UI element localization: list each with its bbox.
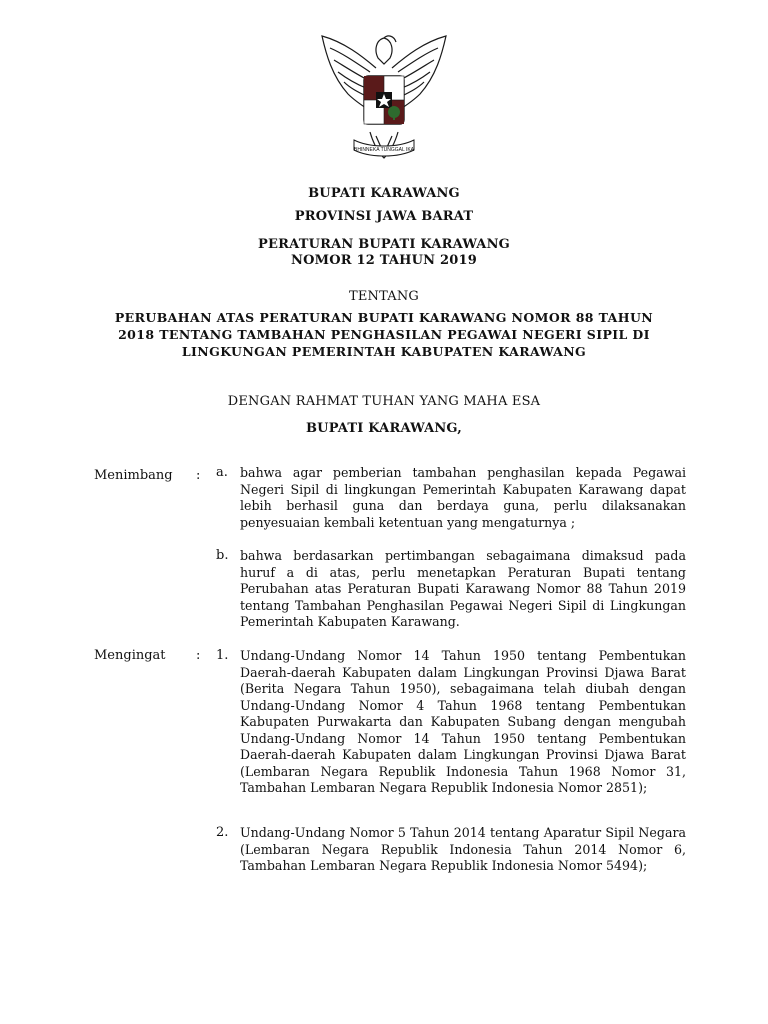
item-marker: 2. — [216, 825, 229, 840]
considering-colon: : — [196, 468, 201, 483]
regulation-number: NOMOR 12 TAHUN 2019 — [291, 253, 477, 268]
regulation-title: PERATURAN BUPATI KARAWANG — [258, 237, 510, 252]
emblem-motto: BHINNEKA TUNGGAL IKA — [353, 147, 415, 153]
remembering-colon: : — [196, 648, 201, 663]
item-marker: a. — [216, 465, 228, 480]
item-marker: 1. — [216, 648, 229, 663]
remembering-item-text: Undang-Undang Nomor 14 Tahun 1950 tentang Pembentukan Daerah-daerah Kabupaten dalam Lingkungan Provinsi Djawa Barat (Berita Negara Tahun 1950), sebagaimana telah diubah dengan Undang-Undang Nomor 4 Tahun 1968 tentang Pembentukan Kabupaten Purwakarta dan Kabupaten Subang dengan mengubah Undang-Undang Nomor 14 Tahun 1950 tentang Pembentukan Daerah-daerah Kabupaten dalam Lingkungan Provinsi Djawa Barat (Lembaran Negara Republik Indonesia Tahun 1968 Nomor 31, Tambahan Lembaran Negara Republik Indonesia Nomor 2851); — [240, 648, 686, 795]
about-label: TENTANG — [348, 289, 420, 304]
authority-heading: BUPATI KARAWANG — [308, 186, 460, 201]
considering-label: Menimbang — [94, 468, 173, 483]
considering-item-text: bahwa agar pemberian tambahan penghasilan kepada Pegawai Negeri Sipil di lingkungan Pemerintah Kabupaten Karawang dapat lebih berhasil guna dan berdaya guna, perlu dilaksanakan penyesuaian kembali ketentuan yang mengaturnya ; — [240, 465, 686, 530]
subject-line: LINGKUNGAN PEMERINTAH KABUPATEN KARAWANG — [181, 344, 587, 359]
subject-line: PERUBAHAN ATAS PERATURAN BUPATI KARAWANG NOMOR 88 TAHUN — [114, 310, 654, 325]
subject-line: 2018 TENTANG TAMBAHAN PENGHASILAN PEGAWAI NEGERI SIPIL DI — [118, 327, 650, 342]
item-marker: b. — [216, 548, 229, 563]
blessing-line: DENGAN RAHMAT TUHAN YANG MAHA ESA — [227, 394, 541, 409]
province-heading: PROVINSI JAWA BARAT — [294, 209, 474, 224]
garuda-emblem — [314, 28, 454, 164]
remembering-label: Mengingat — [94, 648, 166, 663]
considering-item-text: bahwa berdasarkan pertimbangan sebagaimana dimaksud pada huruf a di atas, perlu menetapkan Peraturan Bupati tentang Perubahan atas Peraturan Bupati Karawang Nomor 88 Tahun 2019 tentang Tambahan Penghasilan Pegawai Negeri Sipil di Lingkungan Pemerintah Kabupaten Karawang. — [240, 548, 686, 629]
remembering-item-text: Undang-Undang Nomor 5 Tahun 2014 tentang Aparatur Sipil Negara (Lembaran Negara Republik Indonesia Tahun 2014 Nomor 6, Tambahan Lembaran Negara Republik Indonesia Nomor 5494); — [240, 825, 686, 873]
enacting-authority: BUPATI KARAWANG, — [305, 421, 462, 436]
